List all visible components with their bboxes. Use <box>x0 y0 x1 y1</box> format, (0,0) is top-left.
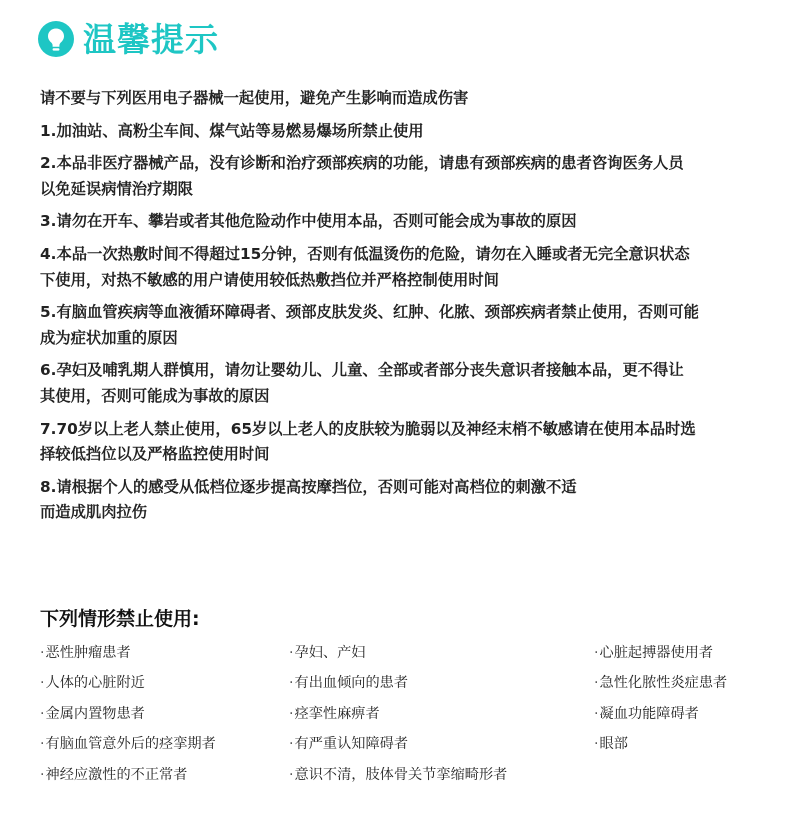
bullet-dot: · <box>289 766 294 783</box>
notice-list <box>40 86 770 526</box>
prohibited-item <box>289 641 365 665</box>
bullet-dot: · <box>289 645 294 661</box>
prohibited-grid <box>40 641 780 793</box>
prohibited-item-label: 人体的心脏附近 <box>45 675 145 692</box>
prohibited-item-label: 急性化脓性炎症患者 <box>599 675 728 692</box>
prohibited-item <box>40 702 145 726</box>
prohibited-item <box>594 732 628 756</box>
notice-line: 下使用，对热不敏感的用户请使用较低热敷挡位并严格控制使用时间 <box>40 270 499 289</box>
prohibited-item-label: 有脑血管意外后的痉挛期者 <box>45 736 216 753</box>
bullet-dot: · <box>594 675 599 692</box>
prohibited-row <box>40 702 780 732</box>
bullet-dot: · <box>289 705 294 722</box>
bullet-dot: · <box>594 705 599 722</box>
prohibited-item-label: 孕妇、产妇 <box>294 645 366 661</box>
notice-line: 以免延误病情治疗期限 <box>40 179 193 198</box>
notice-line: 8.请根据个人的感受从低档位逐步提高按摩挡位，否则可能对高档位的刺激不适 <box>40 477 577 496</box>
prohibited-item-label: 痉挛性麻痹者 <box>294 705 380 722</box>
notice-line: 请不要与下列医用电子器械一起使用，避免产生影响而造成伤害 <box>40 89 469 107</box>
prohibited-item <box>594 641 713 665</box>
notice-line: 2.本品非医疗器械产品，没有诊断和治疗颈部疾病的功能，请患有颈部疾病的患者咨询医务人员 <box>40 154 684 173</box>
bullet-dot: · <box>289 736 294 753</box>
bullet-dot: · <box>594 645 599 661</box>
prohibited-item <box>289 671 408 695</box>
prohibited-row <box>40 671 780 701</box>
prohibited-row <box>40 763 780 793</box>
bullet-dot: · <box>40 645 45 661</box>
notice-line: 6.孕妇及哺乳期人群慎用，请勿让婴幼儿、儿童、全部或者部分丧失意识者接触本品，更不得让 <box>40 361 684 380</box>
prohibited-item <box>40 763 187 787</box>
prohibited-item <box>40 732 216 756</box>
notice-line: 而造成肌肉拉伤 <box>40 503 148 522</box>
prohibited-item-label: 神经应激性的不正常者 <box>45 766 188 783</box>
notice-line: 择较低挡位以及严格监控使用时间 <box>40 445 270 464</box>
prohibited-item-label: 有严重认知障碍者 <box>294 736 409 753</box>
prohibited-title: 下列情形禁止使用: <box>40 608 200 630</box>
prohibited-item-label: 心脏起搏器使用者 <box>599 645 714 661</box>
prohibited-item-label: 恶性肿瘤患者 <box>45 645 131 661</box>
page-title: 温馨提示 <box>83 19 219 59</box>
bullet-dot: · <box>40 766 45 783</box>
prohibited-row <box>40 732 780 762</box>
notice-line: 其使用，否则可能成为事故的原因 <box>40 386 270 405</box>
prohibited-item <box>594 671 727 695</box>
bullet-dot: · <box>40 736 45 753</box>
prohibited-item <box>289 732 408 756</box>
notice-line: 4.本品一次热敷时间不得超过15分钟，否则有低温烫伤的危险，请勿在入睡或者无完全意识状态 <box>40 244 690 263</box>
notice-line: 5.有脑血管疾病等血液循环障碍者、颈部皮肤发炎、红肿、化脓、颈部疾病者禁止使用，否则可能 <box>40 303 699 322</box>
bullet-dot: · <box>289 675 294 692</box>
prohibited-item-label: 意识不清，肢体骨关节挛缩畸形者 <box>294 766 508 783</box>
prohibited-row <box>40 641 780 671</box>
notice-line: 成为症状加重的原因 <box>40 328 178 347</box>
warm-tips-header <box>37 14 219 64</box>
prohibited-item-label: 金属内置物患者 <box>45 705 145 722</box>
prohibited-item <box>594 702 699 726</box>
prohibited-item <box>289 702 380 726</box>
notice-line: 1.加油站、高粉尘车间、煤气站等易燃易爆场所禁止使用 <box>40 121 424 140</box>
prohibited-item-label: 有出血倾向的患者 <box>294 675 409 692</box>
prohibited-item-label: 凝血功能障碍者 <box>599 705 699 722</box>
bullet-dot: · <box>594 736 599 753</box>
lightbulb-icon <box>37 20 75 58</box>
prohibited-item-label: 眼部 <box>599 736 628 753</box>
bullet-dot: · <box>40 705 45 722</box>
prohibited-item <box>40 671 145 695</box>
prohibited-item <box>40 641 131 665</box>
prohibited-item <box>289 763 507 787</box>
notice-line: 3.请勿在开车、攀岩或者其他危险动作中使用本品，否则可能会成为事故的原因 <box>40 212 577 231</box>
notice-line: 7.70岁以上老人禁止使用，65岁以上老人的皮肤较为脆弱以及神经末梢不敏感请在使用本品时选 <box>40 419 696 438</box>
bullet-dot: · <box>40 675 45 692</box>
